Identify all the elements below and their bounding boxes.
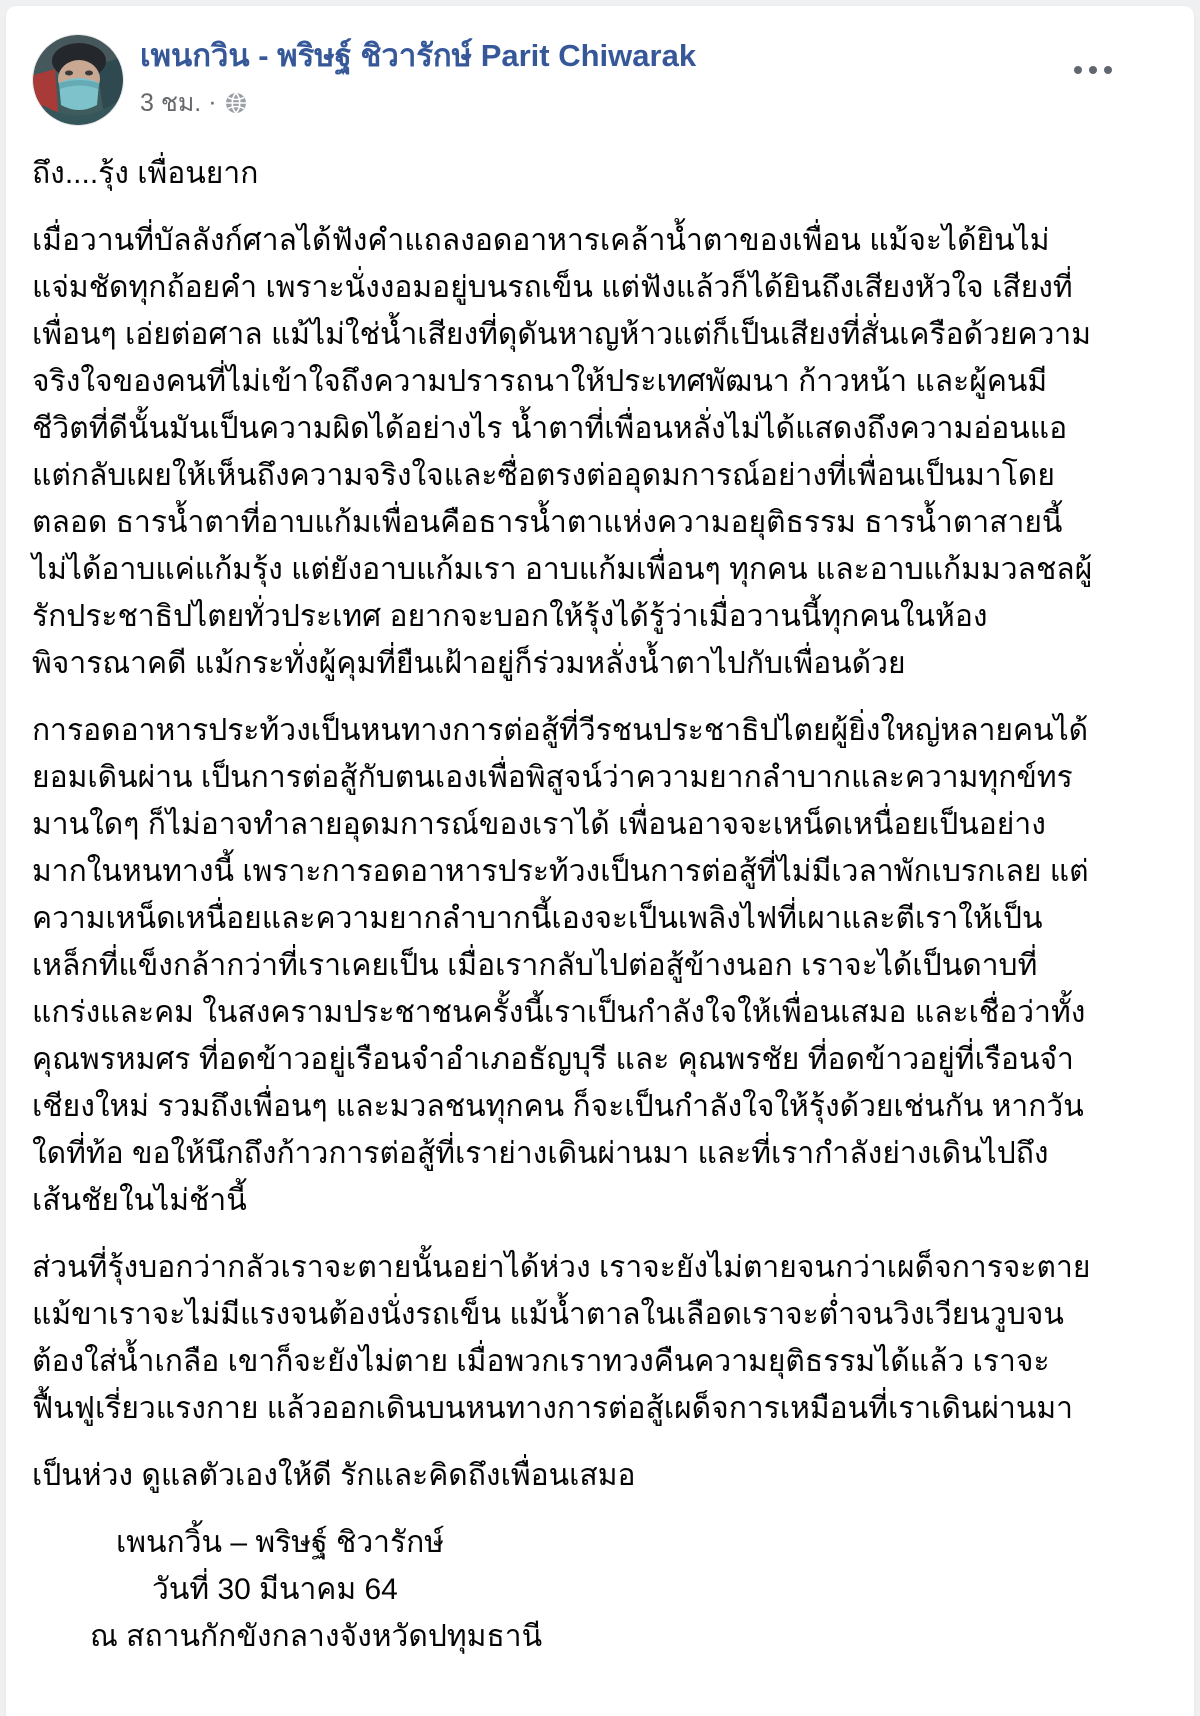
author-name-link[interactable]: เพนกวิน - พริษฐ์ ชิวารักษ์ Parit Chiwarak <box>140 38 697 74</box>
post-header-left <box>32 34 696 126</box>
avatar[interactable] <box>32 34 124 126</box>
globe-icon <box>224 91 248 115</box>
post-signature <box>32 1519 1097 1660</box>
profile-photo-graphic <box>33 35 123 125</box>
post-card <box>6 6 1194 1716</box>
post-greeting: ถึง....รุ้ง เพื่อนยาก <box>32 157 259 190</box>
ellipsis-icon <box>1104 66 1112 74</box>
post-body <box>32 150 1097 1660</box>
post-header-text <box>140 37 696 122</box>
signature-date: วันที่ 30 มีนาคม 64 <box>152 1573 398 1606</box>
post-paragraph: การอดอาหารประท้วงเป็นหนทางการต่อสู้ที่วีรชนประชาธิปไตยผู้ยิ่งใหญ่หลายคนได้ยอมเดินผ่าน เป็นการต่อสู้กับตนเองเพื่อพิสูจน์ว่าความยากลำบากและความทุกข์ทรมานใดๆ ก็ไม่อาจทำลายอุดมการณ์ของเราได้ เพื่อนอาจจะเหน็ดเหนื่อยเป็นอย่างมากในหนทางนี้ เพราะการอดอาหารประท้วงเป็นการต่อสู้ที่ไม่มีเวลาพักเบรกเลย แต่ความเหน็ดเหนื่อยและความยากลำบากนี้เองจะเป็นเพลิงไฟที่เผาและตีเราให้เป็นเหล็กที่แข็งกล้ากว่าที่เราเคยเป็น เมื่อเรากลับไปต่อสู้ข้างนอก เราจะได้เป็นดาบที่แกร่งและคม ในสงครามประชาชนครั้งนี้เราเป็นกำลังใจให้เพื่อนเสมอ และเชื่อว่าทั้ง คุณพรหมศร ที่อดข้าวอยู่เรือนจำอำเภอธัญบุรี และ คุณพรชัย ที่อดข้าวอยู่ที่เรือนจำเชียงใหม่ รวมถึงเพื่อนๆ และมวลชนทุกคน ก็จะเป็นกำลังใจให้รุ้งด้วยเช่นกัน หากวันใดที่ท้อ ขอให้นึกถึงก้าวการต่อสู้ที่เราย่างเดินผ่านมา และที่เรากำลังย่างเดินไปถึงเส้นชัยในไม่ช้านี้ <box>32 714 1089 1217</box>
post-paragraph: ส่วนที่รุ้งบอกว่ากลัวเราจะตายนั้นอย่าได้ห่วง เราจะยังไม่ตายจนกว่าเผด็จการจะตาย แม้ขาเราจะไม่มีแรงจนต้องนั่งรถเข็น แม้น้ำตาลในเลือดเราจะต่ำจนวิงเวียนวูบจนต้องใส่น้ำเกลือ เขาก็จะยังไม่ตาย เมื่อพวกเราทวงคืนความยุติธรรมได้แล้ว เราจะฟื้นฟูเรี่ยวแรงกาย แล้วออกเดินบนหนทางการต่อสู้เผด็จการเหมือนที่เราเดินผ่านมา <box>32 1251 1091 1425</box>
post-meta-row <box>140 83 696 123</box>
signature-name: เพนกวิ้น – พริษฐ์ ชิวารักษ์ <box>116 1526 445 1559</box>
timestamp-link[interactable]: 3 ชม. <box>140 88 202 117</box>
post-header <box>32 34 1164 126</box>
ellipsis-icon <box>1089 66 1097 74</box>
ellipsis-icon <box>1074 66 1082 74</box>
signature-location: ณ สถานกักขังกลางจังหวัดปทุมธานี <box>90 1620 543 1653</box>
meta-separator: · <box>208 88 217 117</box>
post-menu-button[interactable] <box>1068 52 1118 88</box>
post-paragraph: เมื่อวานที่บัลลังก์ศาลได้ฟังคำแถลงอดอาหารเคล้าน้ำตาของเพื่อน แม้จะได้ยินไม่แจ่มชัดทุกถ้อยคำ เพราะนั่งงอมอยู่บนรถเข็น แต่ฟังแล้วก็ได้ยินถึงเสียงหัวใจ เสียงที่เพื่อนๆ เอ่ยต่อศาล แม้ไม่ใช่น้ำเสียงที่ดุดันหาญห้าวแต่ก็เป็นเสียงที่สั่นเครือด้วยความจริงใจของคนที่ไม่เข้าใจถึงความปรารถนาให้ประเทศพัฒนา ก้าวหน้า และผู้คนมีชีวิตที่ดีนั้นมันเป็นความผิดได้อย่างไร น้ำตาที่เพื่อนหลั่งไม่ได้แสดงถึงความอ่อนแอ แต่กลับเผยให้เห็นถึงความจริงใจและซื่อตรงต่ออุดมการณ์อย่างที่เพื่อนเป็นมาโดยตลอด ธารน้ำตาที่อาบแก้มเพื่อนคือธารน้ำตาแห่งความอยุติธรรม ธารน้ำตาสายนี้ไม่ได้อาบแค่แก้มรุ้ง แต่ยังอาบแก้มเรา อาบแก้มเพื่อนๆ ทุกคน และอาบแก้มมวลชลผู้รักประชาธิปไตยทั่วประเทศ อยากจะบอกให้รุ้งได้รู้ว่าเมื่อวานนี้ทุกคนในห้องพิจารณาคดี แม้กระทั่งผู้คุมที่ยืนเฝ้าอยู่ก็ร่วมหลั่งน้ำตาไปกับเพื่อนด้วย <box>32 224 1093 680</box>
post-paragraph: เป็นห่วง ดูแลตัวเองให้ดี รักและคิดถึงเพื่อนเสมอ <box>32 1459 636 1492</box>
